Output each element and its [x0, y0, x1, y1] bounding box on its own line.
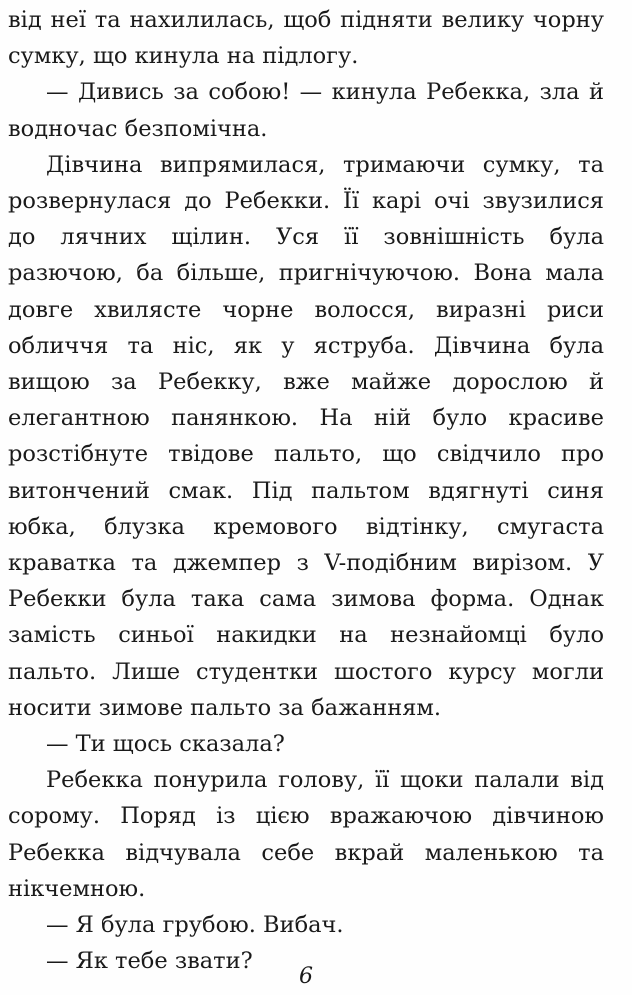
page-number: 6: [299, 964, 313, 989]
body-text: [8, 2, 604, 979]
paragraph: — Ти щось сказала?: [46, 731, 285, 758]
paragraph: Дівчина випрямилася, тримаючи сумку, та розвернулася до Ребекки. Її карі очі звузилися до лячних щілин. Уся її зовнішність була разючою, ба більше, пригнічуючою. Вона мала довге хвилясте чорне волосся, виразні риси обличчя та ніс, як у яструба. Дівчина була вищою за Ребекку, вже майже дорослою й елегантною панянкою. На ній було красиве розстібнуте твідове пальто, що свідчило про витончений смак. Під пальтом вдягнуті синя юбка, блузка кремового відтінку, смугаста краватка та джемпер з V-подібним вирізом. У Ребекки була така сама зимова форма. Однак замість синьої накидки на незнайомці було пальто. Лише студентки шостого курсу могли носити зимове пальто за бажанням.: [8, 151, 604, 721]
paragraph: — Як тебе звати?: [46, 948, 253, 975]
paragraph: — Я була грубою. Вибач.: [46, 912, 344, 939]
paragraph: від неї та нахилилась, щоб підняти велику чорну сумку, що кинула на підлогу.: [8, 7, 604, 70]
paragraph: Ребекка понурила голову, її щоки палали від сорому. Поряд із цією вражаючою дівчиною Ребекка відчувала себе вкрай маленькою та нікчемною.: [8, 767, 604, 902]
paragraph: — Дивись за собою! — кинула Ребекка, зла й водночас безпомічна.: [8, 79, 604, 142]
